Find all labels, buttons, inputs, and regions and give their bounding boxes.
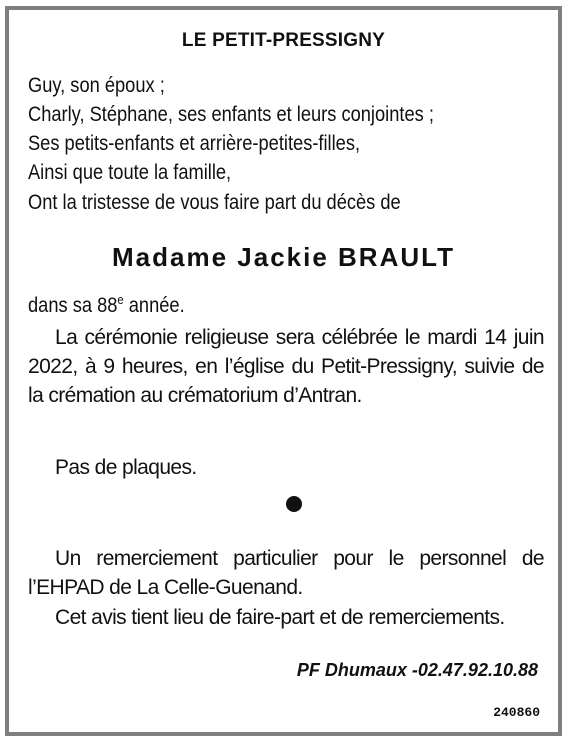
notice-heading: LE PETIT-PRESSIGNY (181, 30, 386, 51)
funeral-home-contact: PF Dhumaux -02.47.92.10.88 (296, 660, 538, 680)
deceased-name: Madame Jackie BRAULT (112, 242, 455, 272)
age-suffix: année. (123, 294, 185, 317)
thanks-paragraph: Un remerciement particulier pour le personnel de l’EHPAD de La Celle-Guenand. (28, 547, 544, 599)
family-line-children: Charly, Stéphane, ses enfants et leurs conjointes ; (28, 103, 434, 126)
family-line-grandchildren: Ses petits-enfants et arrière-petites-filles, (28, 132, 361, 155)
separator-bullet (286, 496, 302, 512)
age-superscript: e (117, 292, 124, 307)
ceremony-paragraph: La cérémonie religieuse sera célébrée le mardi 14 juin 2022, à 9 heures, en l’église du Petit-Pressigny, suivie de la crémation au crématorium d’Antran. (28, 326, 544, 407)
family-line-spouse: Guy, son époux ; (28, 74, 165, 97)
family-line-whole-family: Ainsi que toute la famille, (28, 161, 232, 184)
obituary-notice (9, 10, 558, 732)
no-plaques-paragraph: Pas de plaques. (55, 456, 197, 479)
family-line-announcement: Ont la tristesse de vous faire part du décès de (28, 191, 401, 214)
notice-paragraph: Cet avis tient lieu de faire-part et de remerciements. (55, 606, 505, 629)
reference-number: 240860 (493, 705, 540, 720)
obituary-notice-frame (5, 6, 562, 736)
age-line (28, 292, 185, 318)
age-prefix: dans sa 88 (28, 294, 118, 317)
